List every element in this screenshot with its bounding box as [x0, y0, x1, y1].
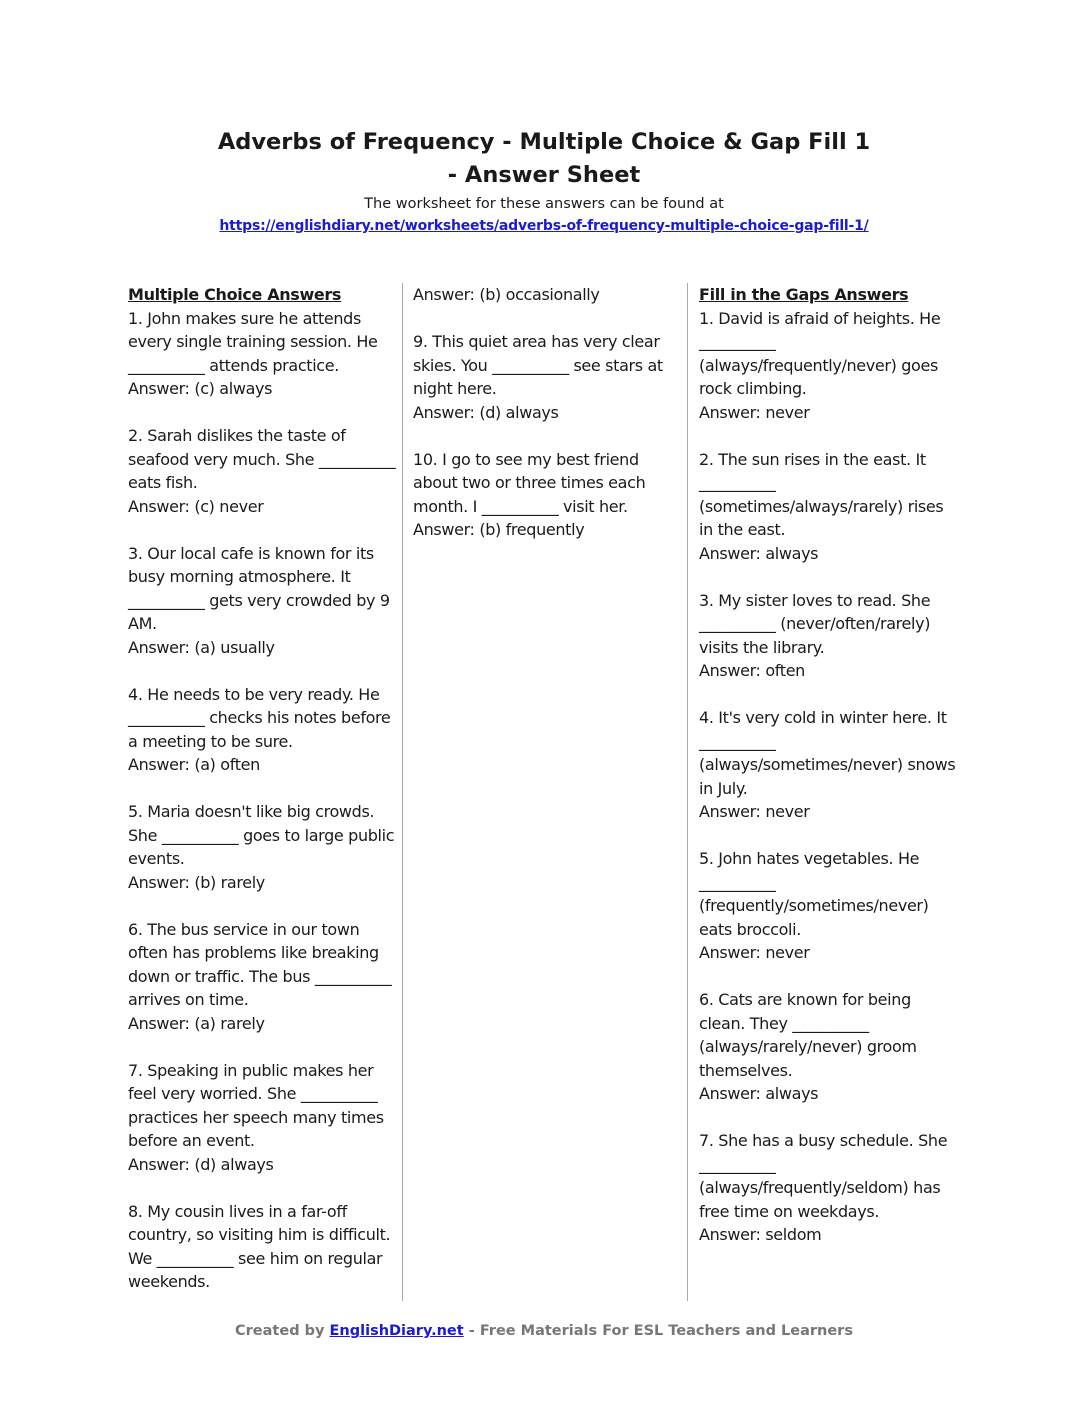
mc-answer-6: Answer: (a) rarely — [128, 1013, 265, 1033]
mc-answer-4: Answer: (a) often — [128, 755, 260, 774]
gf-item-7 — [699, 1129, 961, 1247]
mc-question-4: 4. He needs to be very ready. He __________ checks his notes before a meeting to be sure. — [128, 684, 391, 751]
gf-item-1 — [699, 307, 961, 425]
mc-answer-7: Answer: (d) always — [128, 1154, 274, 1174]
gap-fill-heading: Fill in the Gaps Answers — [699, 285, 909, 304]
mc-question-8: 8. My cousin lives in a far-off country, so visiting him is difficult. We __________ see him on regular weekends. — [128, 1201, 391, 1291]
gf-item-6 — [699, 988, 961, 1106]
mc-item-4 — [128, 683, 396, 777]
mc-item-6 — [128, 918, 396, 1036]
gf-answer-3: Answer: often — [699, 661, 805, 680]
mc-answer-2: Answer: (c) never — [128, 496, 264, 516]
gf-item-5 — [699, 847, 961, 965]
mc-item-8 — [128, 1200, 396, 1294]
page-title — [0, 126, 1088, 192]
mc-item-10 — [413, 448, 675, 542]
mc-question-10: 10. I go to see my best friend about two or three times each month. I __________ visit her. — [413, 449, 646, 516]
mc-question-7: 7. Speaking in public makes her feel very worried. She __________ practices her speech many times before an event. — [128, 1060, 384, 1150]
column-divider-2 — [687, 283, 688, 1301]
gf-answer-1: Answer: never — [699, 402, 810, 422]
page-header — [0, 126, 1088, 237]
worksheet-link[interactable]: https://englishdiary.net/worksheets/adverbs-of-frequency-multiple-choice-gap-fill-1/ — [219, 218, 869, 234]
mc-answer-5: Answer: (b) rarely — [128, 872, 265, 892]
mc-question-3: 3. Our local cafe is known for its busy morning atmosphere. It __________ gets very crowded by 9 AM. — [128, 543, 390, 633]
footer-prefix: Created by — [235, 1323, 325, 1339]
mc-answer-10: Answer: (b) frequently — [413, 520, 585, 539]
title-line-2: - Answer Sheet — [447, 162, 641, 188]
mc-question-1: 1. John makes sure he attends every single training session. He __________ attends practice. — [128, 308, 378, 375]
gf-question-4: 4. It's very cold in winter here. It __________ (always/sometimes/never) snows in July. — [699, 708, 956, 798]
gf-answer-7: Answer: seldom — [699, 1225, 822, 1244]
gf-answer-6: Answer: always — [699, 1084, 819, 1103]
gf-answer-2: Answer: always — [699, 543, 819, 563]
page-footer — [0, 1320, 1088, 1342]
footer-site-link[interactable]: EnglishDiary.net — [329, 1323, 464, 1339]
column-1 — [128, 283, 396, 1317]
mc-answer-3: Answer: (a) usually — [128, 637, 275, 657]
worksheet-source-note: The worksheet for these answers can be found at — [364, 196, 724, 212]
mc-answer-9: Answer: (d) always — [413, 402, 559, 422]
gf-answer-5: Answer: never — [699, 943, 810, 962]
gf-question-6: 6. Cats are known for being clean. They __________ (always/rarely/never) groom themselves. — [699, 990, 917, 1080]
gf-question-7: 7. She has a busy schedule. She __________ (always/frequently/seldom) has free time on weekdays. — [699, 1131, 948, 1221]
gf-item-2 — [699, 448, 961, 566]
column-divider-1 — [402, 283, 403, 1301]
mc-answer-8: Answer: (b) occasionally — [413, 285, 600, 304]
mc-item-9 — [413, 330, 675, 424]
gf-question-5: 5. John hates vegetables. He __________ (frequently/sometimes/never) eats broccoli. — [699, 849, 929, 939]
gf-item-4 — [699, 706, 961, 824]
mc-item-7 — [128, 1059, 396, 1177]
mc-question-6: 6. The bus service in our town often has problems like breaking down or traffic. The bus __________ arrives on time. — [128, 919, 392, 1009]
mc-item-2 — [128, 424, 396, 518]
column-3 — [699, 283, 961, 1270]
mc-question-5: 5. Maria doesn't like big crowds. She __________ goes to large public events. — [128, 802, 395, 868]
gf-question-2: 2. The sun rises in the east. It __________ (sometimes/always/rarely) rises in the east. — [699, 449, 944, 539]
gf-item-3 — [699, 589, 961, 683]
mc-answer-1: Answer: (c) always — [128, 379, 273, 398]
mc-item-5 — [128, 800, 396, 894]
mc-item-3 — [128, 542, 396, 660]
mc-item-1 — [128, 307, 396, 401]
mc-question-2: 2. Sarah dislikes the taste of seafood very much. She __________ eats fish. — [128, 426, 396, 492]
gf-question-3: 3. My sister loves to read. She __________ (never/often/rarely) visits the library. — [699, 590, 931, 657]
title-line-1: Adverbs of Frequency - Multiple Choice & Gap Fill 1 — [217, 129, 871, 155]
footer-suffix: - Free Materials For ESL Teachers and Learners — [468, 1323, 853, 1339]
column-2 — [413, 283, 675, 565]
mc-question-9: 9. This quiet area has very clear skies. You __________ see stars at night here. — [413, 332, 663, 398]
mc-item-8-answer — [413, 283, 675, 307]
gf-question-1: 1. David is afraid of heights. He __________ (always/frequently/never) goes rock climbing. — [699, 308, 941, 398]
gf-answer-4: Answer: never — [699, 802, 810, 821]
multiple-choice-heading: Multiple Choice Answers — [128, 285, 342, 304]
